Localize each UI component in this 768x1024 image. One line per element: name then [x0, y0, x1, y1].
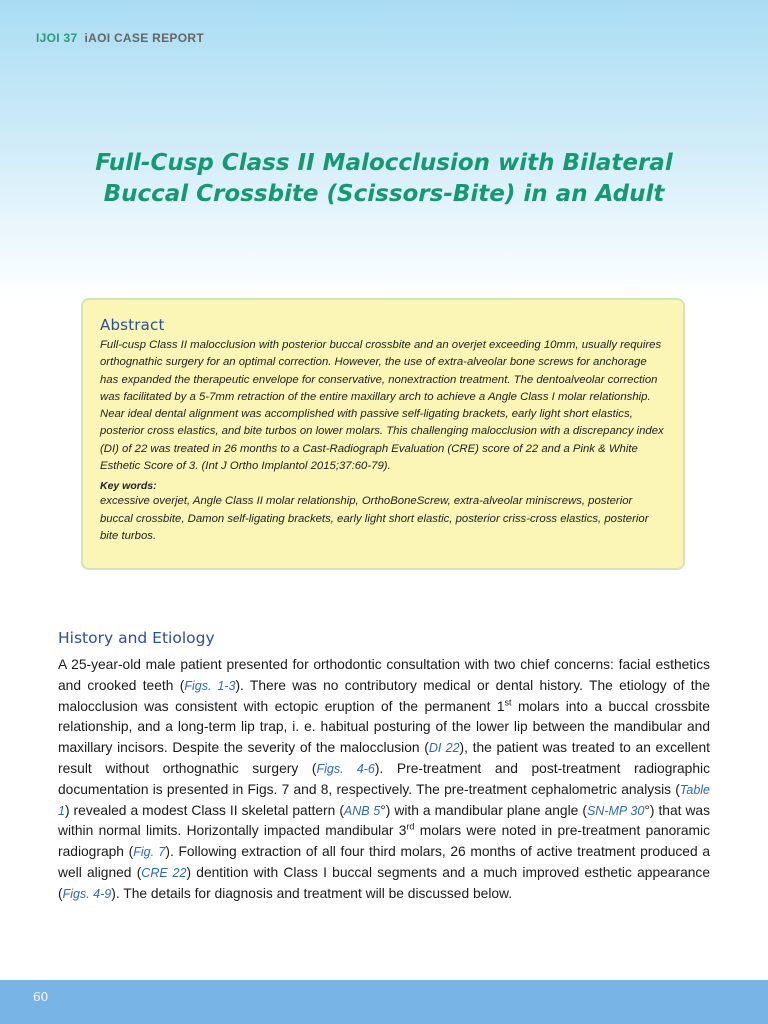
running-head [36, 31, 204, 45]
footer-bar [0, 980, 768, 1024]
history-paragraph: A 25-year-old male patient presented for orthodontic consultation with two chief concerns: facial esthetics and crooked teeth (Figs. 1-3). There was no contributory medical or dental history. The etiology of the malocclusion was consistent with ectopic eruption of the permanent 1st molars into a buccal crossbite relationship, and a long-term lip trap, i. e. habitual posturing of the lower lip between the mandibular and maxillary incisors. Despite the severity of the malocclusion (DI 22), the patient was treated to an excellent result without orthognathic surgery (Figs. 4-6). Pre-treatment and post-treatment radiographic documentation is presented in Figs. 7 and 8, respectively. The pre-treatment cephalometric analysis (Table 1) revealed a modest Class II skeletal pattern (ANB 5°) with a mandibular plane angle (SN-MP 30°) that was within normal limits. Horizontally impacted mandibular 3rd molars were noted in pre-treatment panoramic radiograph (Fig. 7). Following extraction of all four third molars, 26 months of active treatment produced a well aligned (CRE 22) dentition with Class I buccal segments and a much improved esthetic appearance (Figs. 4-9). The details for diagnosis and treatment will be discussed below. [58, 657, 710, 901]
section-heading-history: History and Etiology [58, 629, 215, 647]
article-title-line-2: Buccal Crossbite (Scissors-Bite) in an Adult [103, 181, 665, 207]
index-reference: DI 22 [428, 741, 460, 756]
figure-reference[interactable]: Figs. 4-9 [62, 886, 112, 901]
measurement-reference: ANB 5 [343, 803, 381, 818]
score-reference: CRE 22 [141, 865, 187, 880]
keywords-heading: Key words: [100, 480, 157, 493]
measurement-reference: SN-MP 30 [586, 803, 645, 818]
page-number: 60 [33, 990, 49, 1004]
figure-reference[interactable]: Fig. 7 [133, 845, 166, 860]
figure-reference[interactable]: Figs. 1-3 [184, 678, 236, 693]
abstract-text: Full-cusp Class II malocclusion with posterior buccal crossbite and an overjet exceeding 10mm, usually requires orthognathic surgery for an optimal correction. However, the use of extra-alveolar bone screws for anchorage has expanded the therapeutic envelope for conservative, nonextraction treatment. The dentoalveolar correction was facilitated by a 5-7mm retraction of the entire maxillary arch to achieve a Angle Class I molar relationship. Near ideal dental alignment was accomplished with passive self-ligating brackets, early light short elastics, posterior cross elastics, and bite turbos on lower molars. This challenging malocclusion with a discrepancy index (DI) of 22 was treated in 26 months to a Cast-Radiograph Evaluation (CRE) score of 22 and a Pink & White Esthetic Score of 3. (Int J Ortho Implantol 2015;37:60-79). [100, 339, 664, 473]
article-title [60, 148, 708, 210]
abstract-box [81, 298, 685, 570]
journal-label: IJOI 37 [36, 31, 78, 45]
keywords-text: excessive overjet, Angle Class II molar relationship, OrthoBoneScrew, extra-alveolar miniscrews, posterior buccal crossbite, Damon self-ligating brackets, early light short elastic, posterior criss-cross elastics, posterior bite turbos. [100, 495, 649, 542]
article-title-line-1: Full-Cusp Class II Malocclusion with Bilateral [95, 150, 673, 176]
figure-reference[interactable]: Figs. 4-6 [316, 761, 375, 776]
section-label: iAOI CASE REPORT [84, 31, 204, 45]
table-reference[interactable]: Table 1 [58, 782, 710, 818]
abstract-heading: Abstract [100, 316, 165, 334]
